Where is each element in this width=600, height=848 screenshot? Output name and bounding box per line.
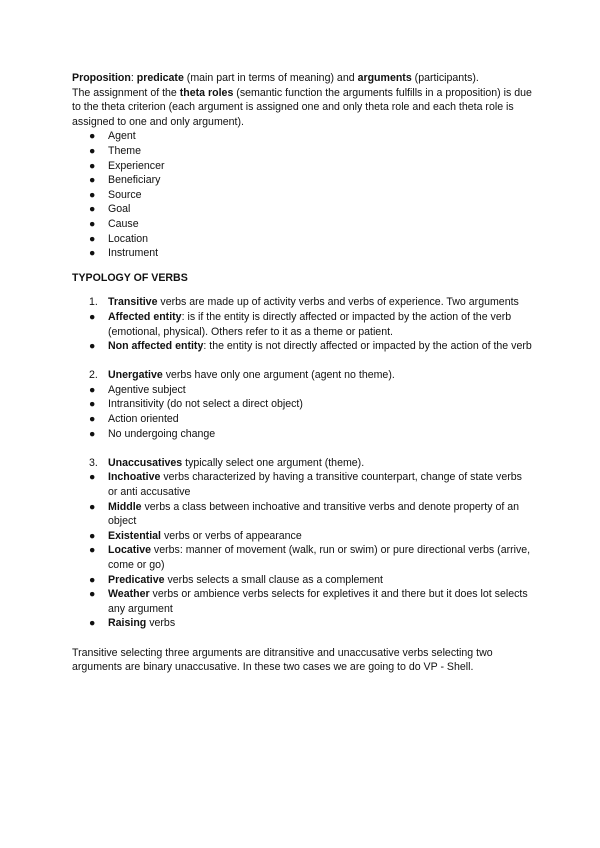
bullet-icon: ● xyxy=(89,383,96,396)
bullet-icon: ● xyxy=(89,130,96,143)
list-item: ● Experiencer xyxy=(89,159,165,172)
term-arguments: arguments xyxy=(357,72,412,84)
bullet-icon: ● xyxy=(89,471,96,484)
bullet-icon: ● xyxy=(89,247,96,260)
list-item: ● Instrument xyxy=(89,247,159,260)
item-number: 2. xyxy=(89,369,98,382)
list-item: ● Predicative verbs selects a small clause as a complement xyxy=(89,573,383,586)
term-proposition: Proposition xyxy=(72,72,131,84)
list-item: ● Agentive subject xyxy=(89,383,186,396)
bullet-icon: ● xyxy=(89,203,96,216)
bullet-icon: ● xyxy=(89,310,96,323)
list-item: ● Location xyxy=(89,232,149,245)
bullet-icon: ● xyxy=(89,617,96,630)
list-item: ● Source xyxy=(89,188,142,201)
list-item: ● Existential verbs or verbs of appearance xyxy=(89,529,302,542)
list-item: ● Intransitivity (do not select a direct object) xyxy=(89,398,303,411)
list-item: ● Non affected entity: the entity is not directly affected or impacted by the action of the verb xyxy=(89,340,532,353)
bullet-icon: ● xyxy=(89,188,96,201)
bullet-icon: ● xyxy=(89,232,96,245)
closing-paragraph: Transitive selecting three arguments are ditransitive and unaccusative verbs selecting two arguments are binary unaccusative. In these two cases we are going to do VP - Shell. xyxy=(72,646,493,674)
theta-roles-list xyxy=(72,129,532,260)
item-number: 1. xyxy=(89,296,98,309)
document-body xyxy=(72,71,532,675)
unergative-sublist xyxy=(72,383,532,441)
numbered-item-unergative: 2. Unergative verbs have only one argument (agent no theme). xyxy=(89,369,395,382)
bullet-icon: ● xyxy=(89,217,96,230)
unaccusatives-sublist xyxy=(72,470,532,631)
bullet-icon: ● xyxy=(89,500,96,513)
bullet-icon: ● xyxy=(89,413,96,426)
bullet-icon: ● xyxy=(89,427,96,440)
list-item: ● Agent xyxy=(89,130,136,143)
list-item: ● Cause xyxy=(89,217,139,230)
bullet-icon: ● xyxy=(89,573,96,586)
list-item: ● Goal xyxy=(89,203,131,216)
intro-paragraph-2: The assignment of the theta roles (semantic function the arguments fulfills in a proposition) is due to the theta criterion (each argument is assigned one and only theta role and each theta role is assigned to one and only argument). xyxy=(72,86,532,128)
bullet-icon: ● xyxy=(89,398,96,411)
bullet-icon: ● xyxy=(89,588,96,601)
intro-line-1: Proposition: predicate (main part in terms of meaning) and arguments (participants). xyxy=(72,72,479,84)
transitive-sublist xyxy=(72,310,532,354)
item-number: 3. xyxy=(89,456,98,469)
list-item: ● Action oriented xyxy=(89,413,179,426)
list-item: ● Locative verbs: manner of movement (walk, run or swim) or pure directional verbs (arrive, come or go) xyxy=(89,544,531,571)
term-theta-roles: theta roles xyxy=(179,86,234,99)
bullet-icon: ● xyxy=(89,144,96,157)
term-predicate: predicate xyxy=(136,72,184,84)
list-item: ● Middle verbs a class between inchoative and transitive verbs and denote property of an object xyxy=(89,500,520,528)
list-item: ● Inchoative verbs characterized by having a transitive counterpart, change of state verbs or anti accusative xyxy=(89,471,522,499)
bullet-icon: ● xyxy=(89,159,96,172)
bullet-icon: ● xyxy=(89,340,96,353)
numbered-item-unaccusatives: 3. Unaccusatives typically select one argument (theme). xyxy=(89,456,365,469)
list-item: ● Weather verbs or ambience verbs selects for expletives it and there but it does lot selects any argument xyxy=(89,588,528,615)
bullet-icon: ● xyxy=(89,174,96,187)
section-heading: TYPOLOGY OF VERBS xyxy=(72,271,188,284)
list-item: ● Affected entity: is if the entity is directly affected or impacted by the action of the verb (emotional, physical). Others refer to it as a theme or patient. xyxy=(89,310,512,338)
bullet-icon: ● xyxy=(89,544,96,557)
list-item: ● No undergoing change xyxy=(89,427,216,440)
bullet-icon: ● xyxy=(89,529,96,542)
numbered-item-transitive: 1. Transitive verbs are made up of activity verbs and verbs of experience. Two arguments xyxy=(89,296,519,309)
list-item: ● Beneficiary xyxy=(89,174,161,187)
list-item: ● Theme xyxy=(89,144,141,157)
list-item: ● Raising verbs xyxy=(89,617,176,630)
